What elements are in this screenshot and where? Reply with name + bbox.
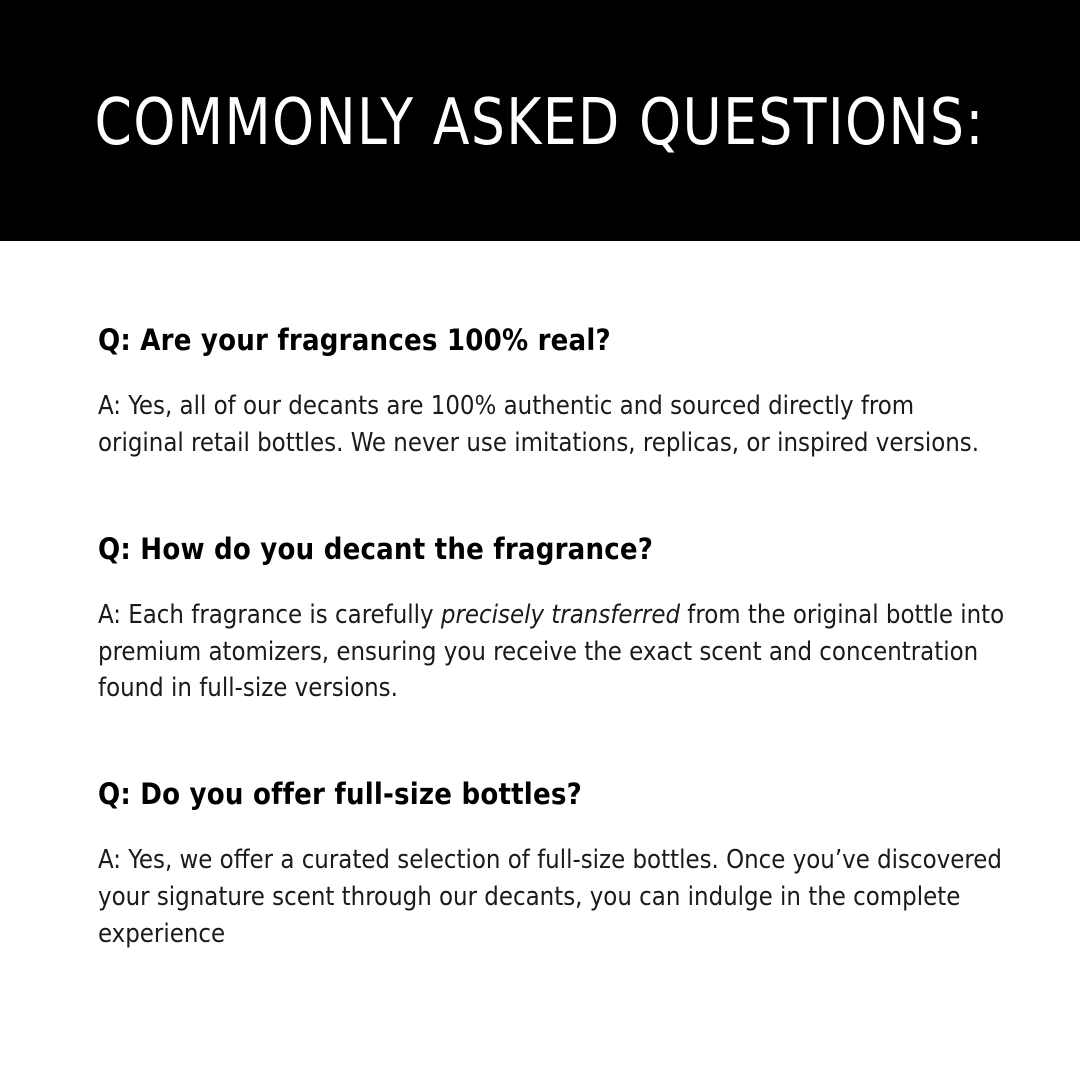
faq-answer <box>98 842 1006 953</box>
faq-answer-emphasis: precisely transferred <box>440 599 681 630</box>
faq-answer-text-continued: from the original bottle into premium atomizers, ensuring you receive the exact scent and concentration found in full-size versions. <box>98 599 1005 704</box>
faq-item <box>98 707 1006 953</box>
faq-item <box>98 462 1006 708</box>
faq-answer-text: A: Each fragrance is carefully <box>98 599 441 630</box>
faq-answer <box>98 597 1006 708</box>
faq-question: Q: How do you decant the fragrance? <box>98 531 654 566</box>
header-band <box>0 0 1080 241</box>
page-title: COMMONLY ASKED QUESTIONS: <box>94 85 986 160</box>
faq-question: Q: Are your fragrances 100% real? <box>98 323 611 357</box>
faq-answer-text: A: Yes, all of our decants are 100% authentic and sourced directly from original retail bottles. We never use imitations, replicas, or inspired versions. <box>98 390 980 458</box>
faq-question: Q: Do you offer full-size bottles? <box>98 777 582 812</box>
faq-list <box>0 241 1080 953</box>
faq-answer <box>98 388 1006 462</box>
faq-item <box>98 241 1006 462</box>
faq-answer-text: A: Yes, we offer a curated selection of full-size bottles. Once you’ve discovered your signature scent through our decants, you can indulge in the complete experience <box>98 845 1002 950</box>
